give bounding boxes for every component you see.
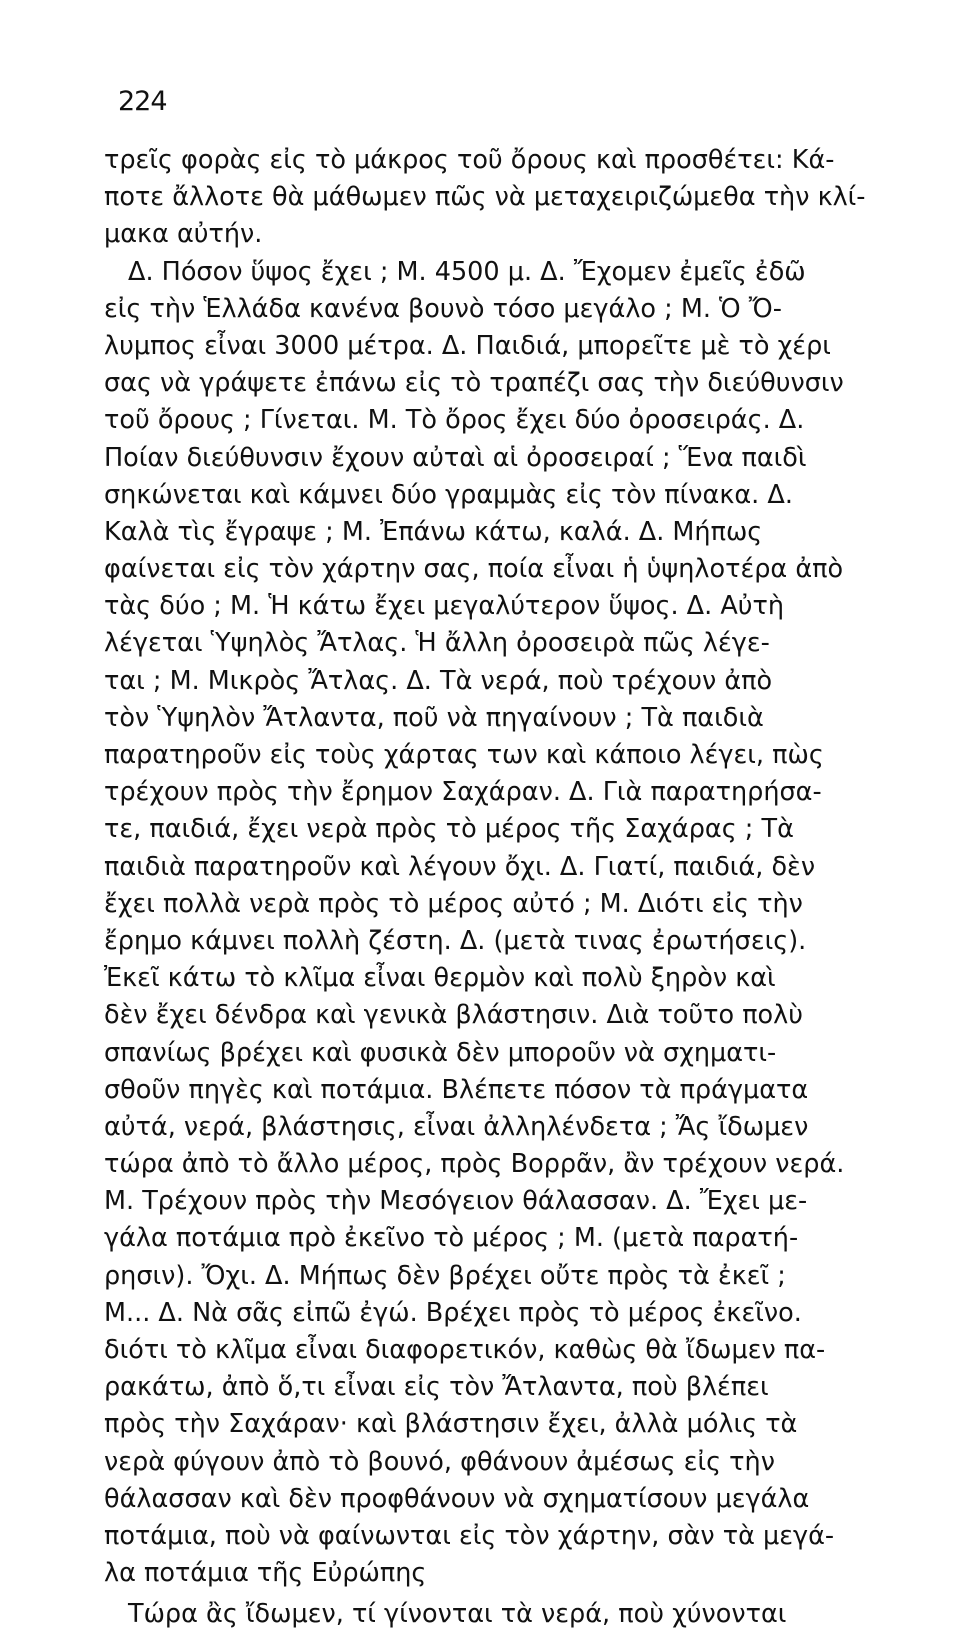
text-line: σπανίως βρέχει καὶ φυσικὰ δὲν μποροῦν νὰ σχηματι- [104, 1037, 777, 1068]
text-line: τρεῖς φορὰς εἰς τὸ μάκρος τοῦ ὄρους καὶ προσθέτει: Κά- [104, 145, 835, 175]
text-line: ποτάμια, ποὺ νὰ φαίνωνται εἰς τὸν χάρτην, σὰν τὰ μεγά- [104, 1520, 835, 1551]
text-line: τε, παιδιά, ἔχει νερὰ πρὸς τὸ μέρος τῆς Σαχάρας ; Τὰ [104, 814, 794, 845]
text-line: λα ποτάμια τῆς Εὐρώπης [104, 1558, 427, 1589]
text-line: ποτε ἄλλοτε θὰ μάθωμεν πῶς νὰ μεταχειριζώμεθα τὴν κλί- [104, 182, 866, 213]
page-number: 224 [118, 86, 167, 117]
body-text [104, 142, 884, 1634]
text-line: τώρα ἀπὸ τὸ ἄλλο μέρος, πρὸς Βορρᾶν, ἂν τρέχουν νερά. [104, 1149, 845, 1180]
text-line: διότι τὸ κλῖμα εἶναι διαφορετικόν, καθὼς θὰ ἴδωμεν πα- [104, 1335, 826, 1365]
text-line: τρέχουν πρὸς τὴν ἔρημον Σαχάραν. Δ. Γιὰ παρατηρήσα- [104, 777, 822, 808]
text-line: Δ. Πόσον ὕψος ἔχει ; Μ. 4500 μ. Δ. Ἔχομεν ἐμεῖς ἐδῶ [128, 256, 806, 287]
text-line: φαίνεται εἰς τὸν χάρτην σας, ποία εἶναι ἡ ὑψηλοτέρα ἀπὸ [104, 554, 844, 585]
text-line: εἰς τὴν Ἑλλάδα κανένα βουνὸ τόσο μεγάλο ; Μ. Ὁ Ὄ- [104, 293, 782, 324]
text-line: Τώρα ἂς ἴδωμεν, τί γίνονται τὰ νερά, ποὺ χύνονται [128, 1599, 787, 1630]
text-line: παρατηροῦν εἰς τοὺς χάρτας των καὶ κάποιο λέγει, πὼς [104, 740, 824, 770]
text-line: γάλα ποτάμια πρὸ ἐκεῖνο τὸ μέρος ; Μ. (μετὰ παρατή- [104, 1223, 799, 1254]
text-line: ρακάτω, ἀπὸ ὅ,τι εἶναι εἰς τὸν Ἄτλαντα, ποὺ βλέπει [104, 1372, 769, 1403]
text-line: πρὸς τὴν Σαχάραν· καὶ βλάστησιν ἔχει, ἀλλὰ μόλις τὰ [104, 1409, 798, 1440]
text-line: θάλασσαν καὶ δὲν προφθάνουν νὰ σχηματίσουν μεγάλα [104, 1483, 810, 1514]
text-line: σθοῦν πηγὲς καὶ ποτάμια. Βλέπετε πόσον τὰ πράγματα [104, 1074, 809, 1105]
text-line: δὲν ἔχει δένδρα καὶ γενικὰ βλάστησιν. Διὰ τοῦτο πολὺ [104, 1000, 804, 1031]
text-line: ρησιν). Ὄχι. Δ. Μήπως δὲν βρέχει οὔτε πρὸς τὰ ἐκεῖ ; [104, 1260, 786, 1291]
text-line: σας νὰ γράψετε ἐπάνω εἰς τὸ τραπέζι σας τὴν διεύθυνσιν [104, 368, 844, 399]
text-line: Καλὰ τὶς ἔγραψε ; Μ. Ἐπάνω κάτω, καλά. Δ. Μήπως [104, 516, 763, 547]
text-line: ἔρημο κάμνει πολλὴ ζέστη. Δ. (μετὰ τινας ἐρωτήσεις). [104, 925, 807, 956]
text-line: Μ... Δ. Νὰ σᾶς εἰπῶ ἐγώ. Βρέχει πρὸς τὸ μέρος ἐκεῖνο. [104, 1297, 802, 1328]
text-line: ἔχει πολλὰ νερὰ πρὸς τὸ μέρος αὐτό ; Μ. Διότι εἰς τὴν [104, 888, 803, 919]
text-line: μακα αὐτήν. [104, 219, 263, 250]
text-line: Μ. Τρέχουν πρὸς τὴν Μεσόγειον θάλασσαν. Δ. Ἔχει με- [104, 1186, 808, 1217]
text-line: λυμπος εἶναι 3000 μέτρα. Δ. Παιδιά, μπορεῖτε μὲ τὸ χέρι [104, 330, 831, 361]
text-line: Ποίαν διεύθυνσιν ἔχουν αὐταὶ αἱ ὀροσειραί ; Ἕνα παιδὶ [104, 442, 807, 473]
text-line: Ἐκεῖ κάτω τὸ κλῖμα εἶναι θερμὸν καὶ πολὺ ξηρὸν καὶ [104, 963, 776, 994]
text-line: σηκώνεται καὶ κάμνει δύο γραμμὰς εἰς τὸν πίνακα. Δ. [104, 479, 793, 510]
text-line: τοῦ ὄρους ; Γίνεται. Μ. Τὸ ὄρος ἔχει δύο ὀροσειράς. Δ. [104, 405, 805, 436]
text-line: τὰς δύο ; Μ. Ἡ κάτω ἔχει μεγαλύτερον ὕψος. Δ. Αὐτὴ [104, 591, 785, 622]
text-line: νερὰ φύγουν ἀπὸ τὸ βουνό, φθάνουν ἀμέσως εἰς τὴν [104, 1446, 775, 1477]
text-line: τὸν Ὑψηλὸν Ἄτλαντα, ποῦ νὰ πηγαίνουν ; Τὰ παιδιὰ [104, 702, 764, 733]
text-line: λέγεται Ὑψηλὸς Ἄτλας. Ἡ ἄλλη ὀροσειρὰ πῶς λέγε- [104, 628, 770, 659]
text-line: ται ; Μ. Μικρὸς Ἄτλας. Δ. Τὰ νερά, ποὺ τρέχουν ἀπὸ [104, 665, 773, 696]
text-line: παιδιὰ παρατηροῦν καὶ λέγουν ὄχι. Δ. Γιατί, παιδιά, δὲν [104, 851, 816, 882]
text-line: αὐτά, νερά, βλάστησις, εἶναι ἀλληλένδετα ; Ἄς ἴδωμεν [104, 1111, 809, 1142]
